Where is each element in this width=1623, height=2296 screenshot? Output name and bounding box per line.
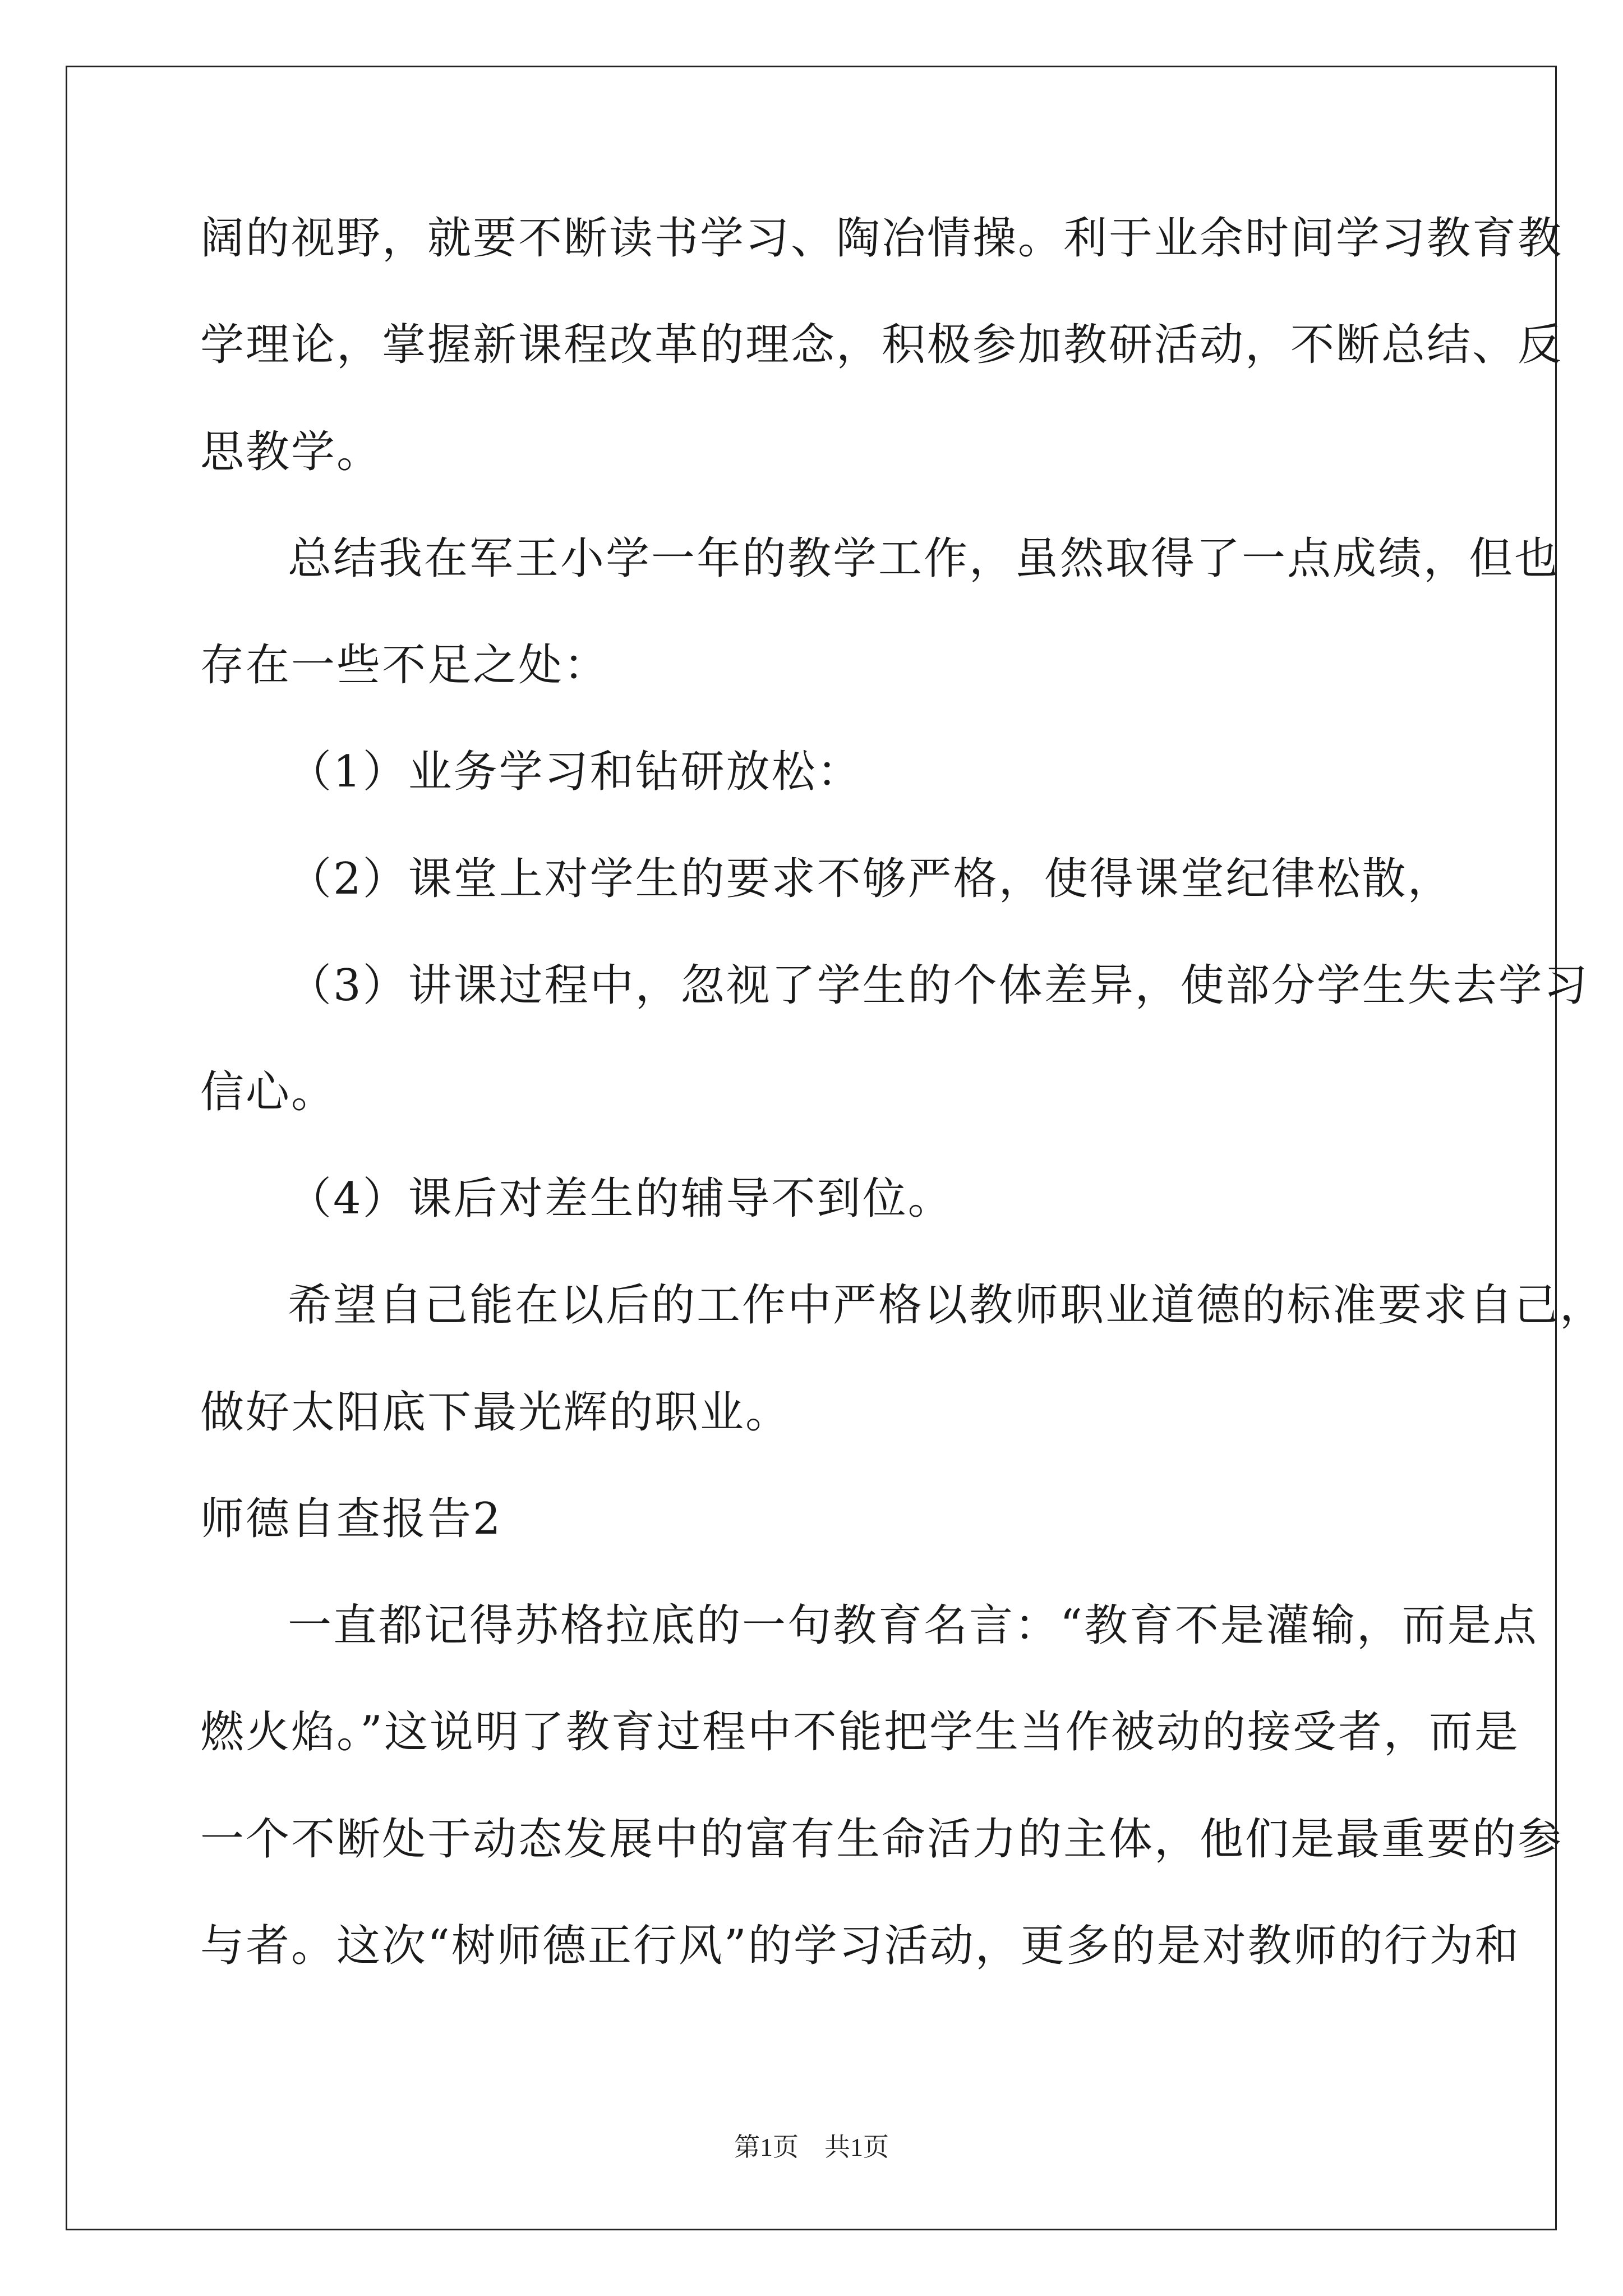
list-item: （3）讲课过程中，忽视了学生的个体差异，使部分学生失去学习 xyxy=(288,960,1589,1011)
list-item: （4）课后对差生的辅导不到位。 xyxy=(288,1174,953,1224)
text-line: 学理论，掌握新课程改革的理念，积极参加教研活动，不断总结、反 xyxy=(200,320,1564,370)
text-line: 阔的视野，就要不断读书学习、陶冶情操。利于业余时间学习教育教 xyxy=(200,213,1564,264)
text-line: 一直都记得苏格拉底的一句教育名言：“教育不是灌输，而是点 xyxy=(288,1600,1538,1651)
text-line: 与者。这次“树师德正行风”的学习活动，更多的是对教师的行为和 xyxy=(200,1921,1520,1971)
text-line: 思教学。 xyxy=(200,427,382,477)
text-line: 一个不断处于动态发展中的富有生命活力的主体，他们是最重要的参 xyxy=(200,1814,1564,1865)
list-item: （1）业务学习和钻研放松： xyxy=(288,747,863,797)
section-heading: 师德自查报告2 xyxy=(200,1494,502,1544)
text-line: 做好太阳底下最光辉的职业。 xyxy=(200,1387,791,1438)
text-line: 存在一些不足之处： xyxy=(200,640,610,691)
page-footer: 第1页 共1页 xyxy=(734,2133,889,2161)
page-border xyxy=(66,66,1557,2230)
list-item: （2）课堂上对学生的要求不够严格，使得课堂纪律松散， xyxy=(288,854,1453,904)
text-line: 燃火焰。”这说明了教育过程中不能把学生当作被动的接受者，而是 xyxy=(200,1707,1520,1757)
text-line: 总结我在军王小学一年的教学工作，虽然取得了一点成绩，但也 xyxy=(288,533,1560,584)
text-line: 希望自己能在以后的工作中严格以教师职业道德的标准要求自己， xyxy=(288,1280,1606,1331)
text-line: 信心。 xyxy=(200,1067,337,1117)
